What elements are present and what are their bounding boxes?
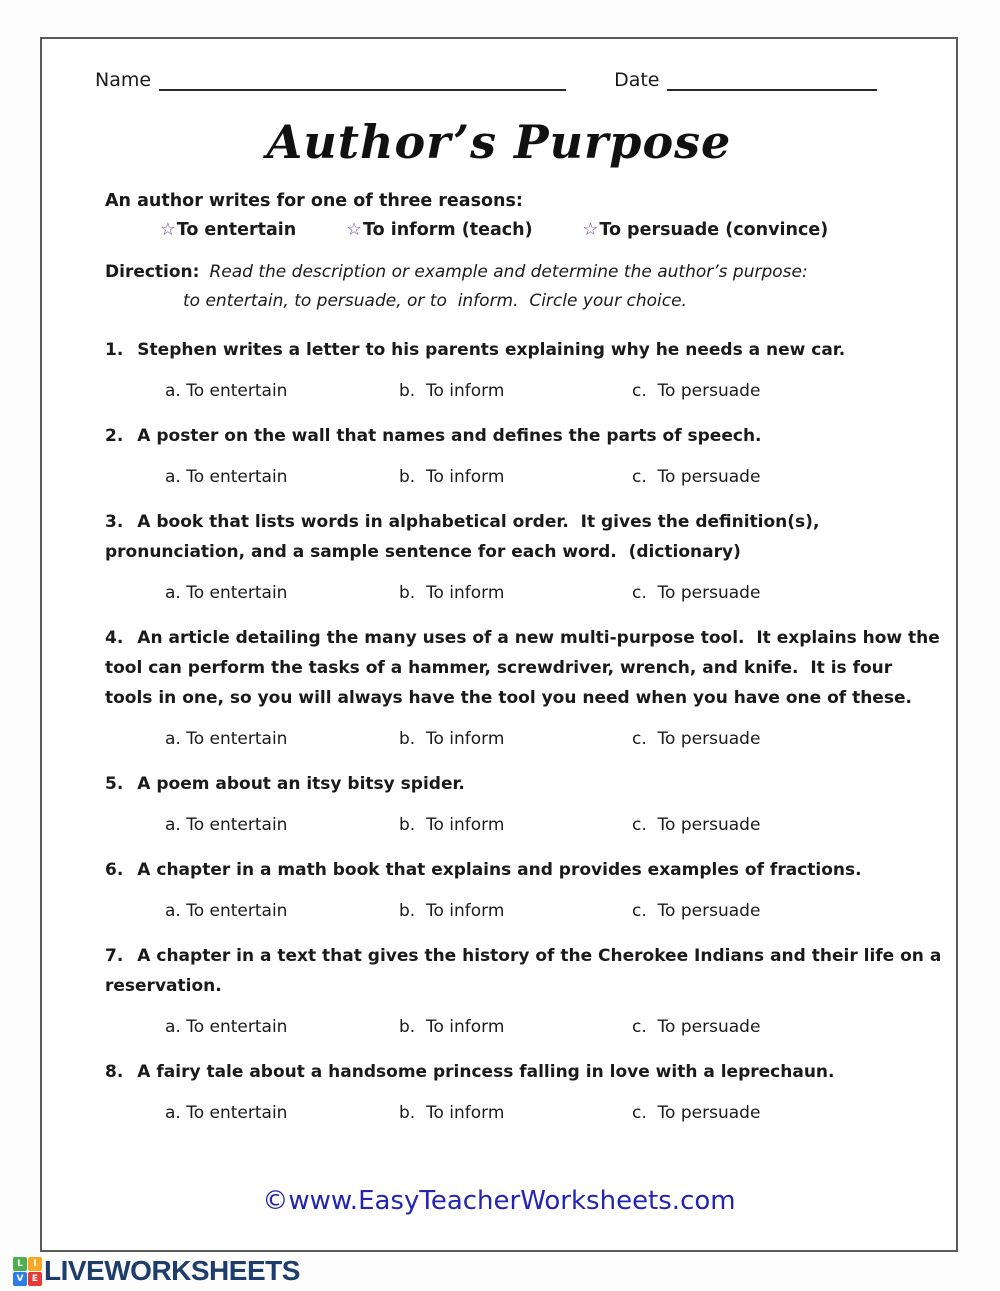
question-4 bbox=[105, 623, 946, 754]
copyright-text: ©www.EasyTeacherWorksheets.com bbox=[262, 1186, 736, 1216]
name-date-row bbox=[42, 39, 956, 91]
option-entertain[interactable]: a. To entertain bbox=[165, 729, 288, 749]
question-6-options bbox=[105, 896, 942, 926]
option-entertain[interactable]: a. To entertain bbox=[165, 901, 288, 921]
option-persuade[interactable]: c. To persuade bbox=[632, 901, 761, 921]
option-persuade[interactable]: c. To persuade bbox=[632, 1017, 761, 1037]
name-input-line[interactable] bbox=[159, 69, 566, 91]
option-inform[interactable]: b. To inform bbox=[399, 901, 505, 921]
reasons-list bbox=[105, 220, 942, 240]
question-number: 4. bbox=[105, 628, 124, 648]
option-inform[interactable]: b. To inform bbox=[399, 729, 505, 749]
question-text: Stephen writes a letter to his parents explaining why he needs a new car. bbox=[137, 340, 846, 360]
reason-item bbox=[583, 220, 829, 240]
liveworksheets-logo[interactable] bbox=[13, 1255, 300, 1287]
option-entertain[interactable]: a. To entertain bbox=[165, 381, 288, 401]
question-7-options bbox=[105, 1012, 942, 1042]
question-6 bbox=[105, 855, 942, 926]
option-entertain[interactable]: a. To entertain bbox=[165, 1103, 288, 1123]
liveworksheets-logo-icon bbox=[13, 1257, 42, 1286]
option-persuade[interactable]: c. To persuade bbox=[632, 381, 761, 401]
option-inform[interactable]: b. To inform bbox=[399, 583, 505, 603]
star-icon: ☆ bbox=[346, 220, 362, 240]
logo-square-v: V bbox=[13, 1272, 27, 1286]
option-entertain[interactable]: a. To entertain bbox=[165, 583, 288, 603]
direction-text: Read the description or example and determine the author’s purpose: bbox=[209, 262, 808, 282]
question-1 bbox=[105, 335, 942, 406]
option-inform[interactable]: b. To inform bbox=[399, 1103, 505, 1123]
question-text: A chapter in a math book that explains and provides examples of fractions. bbox=[137, 860, 862, 880]
option-persuade[interactable]: c. To persuade bbox=[632, 815, 761, 835]
direction-line2: to entertain, to persuade, or to inform. Circle your choice. bbox=[183, 291, 687, 311]
option-persuade[interactable]: c. To persuade bbox=[632, 467, 761, 487]
question-5 bbox=[105, 769, 942, 840]
question-8-options bbox=[105, 1098, 942, 1128]
reason-item bbox=[346, 220, 532, 240]
direction-label: Direction: bbox=[105, 262, 200, 282]
option-inform[interactable]: b. To inform bbox=[399, 815, 505, 835]
question-text: A poem about an itsy bitsy spider. bbox=[137, 774, 465, 794]
option-inform[interactable]: b. To inform bbox=[399, 467, 505, 487]
question-number: 6. bbox=[105, 860, 124, 880]
worksheet-content bbox=[42, 191, 956, 1128]
question-number: 1. bbox=[105, 340, 124, 360]
question-text: An article detailing the many uses of a new multi-purpose tool. It explains how the tool can perform the tasks of a hammer, screwdriver, wrench, and knife. It is four tools in one, so you will always have the tool you need when you have one of these. bbox=[105, 628, 946, 708]
reason-label: To persuade (convince) bbox=[599, 220, 829, 240]
question-text: A book that lists words in alphabetical order. It gives the definition(s), pronunciation, and a sample sentence for each word. (dictionary) bbox=[105, 512, 826, 562]
question-2 bbox=[105, 421, 942, 492]
reason-label: To entertain bbox=[176, 220, 297, 240]
question-1-options bbox=[105, 376, 942, 406]
question-number: 2. bbox=[105, 426, 124, 446]
option-inform[interactable]: b. To inform bbox=[399, 381, 505, 401]
option-persuade[interactable]: c. To persuade bbox=[632, 729, 761, 749]
question-text: A chapter in a text that gives the history of the Cherokee Indians and their life on a reservation. bbox=[105, 946, 948, 996]
question-number: 7. bbox=[105, 946, 124, 966]
logo-square-i: I bbox=[28, 1257, 42, 1271]
date-input-line[interactable] bbox=[667, 69, 877, 91]
page-title: Author’s Purpose bbox=[266, 115, 732, 169]
question-7 bbox=[105, 941, 948, 1042]
direction-line1 bbox=[105, 258, 942, 287]
question-number: 5. bbox=[105, 774, 124, 794]
logo-square-e: E bbox=[28, 1272, 42, 1286]
question-number: 3. bbox=[105, 512, 124, 532]
question-3 bbox=[105, 507, 942, 608]
reason-item bbox=[160, 220, 296, 240]
option-entertain[interactable]: a. To entertain bbox=[165, 467, 288, 487]
question-number: 8. bbox=[105, 1062, 124, 1082]
option-entertain[interactable]: a. To entertain bbox=[165, 815, 288, 835]
question-3-options bbox=[105, 578, 942, 608]
question-text: A fairy tale about a handsome princess falling in love with a leprechaun. bbox=[137, 1062, 835, 1082]
option-persuade[interactable]: c. To persuade bbox=[632, 583, 761, 603]
name-label: Name bbox=[95, 69, 152, 91]
worksheet-page bbox=[40, 37, 958, 1252]
intro-heading: An author writes for one of three reasons: bbox=[105, 191, 523, 211]
option-inform[interactable]: b. To inform bbox=[399, 1017, 505, 1037]
star-icon: ☆ bbox=[160, 220, 176, 240]
question-5-options bbox=[105, 810, 942, 840]
logo-square-l: L bbox=[13, 1257, 27, 1271]
reason-label: To inform (teach) bbox=[362, 220, 533, 240]
star-icon: ☆ bbox=[582, 220, 599, 240]
liveworksheets-logo-text: LIVEWORKSHEETS bbox=[44, 1255, 300, 1286]
date-label: Date bbox=[614, 69, 660, 91]
option-entertain[interactable]: a. To entertain bbox=[165, 1017, 288, 1037]
question-8 bbox=[105, 1057, 942, 1128]
option-persuade[interactable]: c. To persuade bbox=[632, 1103, 761, 1123]
question-2-options bbox=[105, 462, 942, 492]
question-text: A poster on the wall that names and defines the parts of speech. bbox=[137, 426, 762, 446]
direction-block bbox=[105, 258, 942, 316]
question-4-options bbox=[105, 724, 942, 754]
